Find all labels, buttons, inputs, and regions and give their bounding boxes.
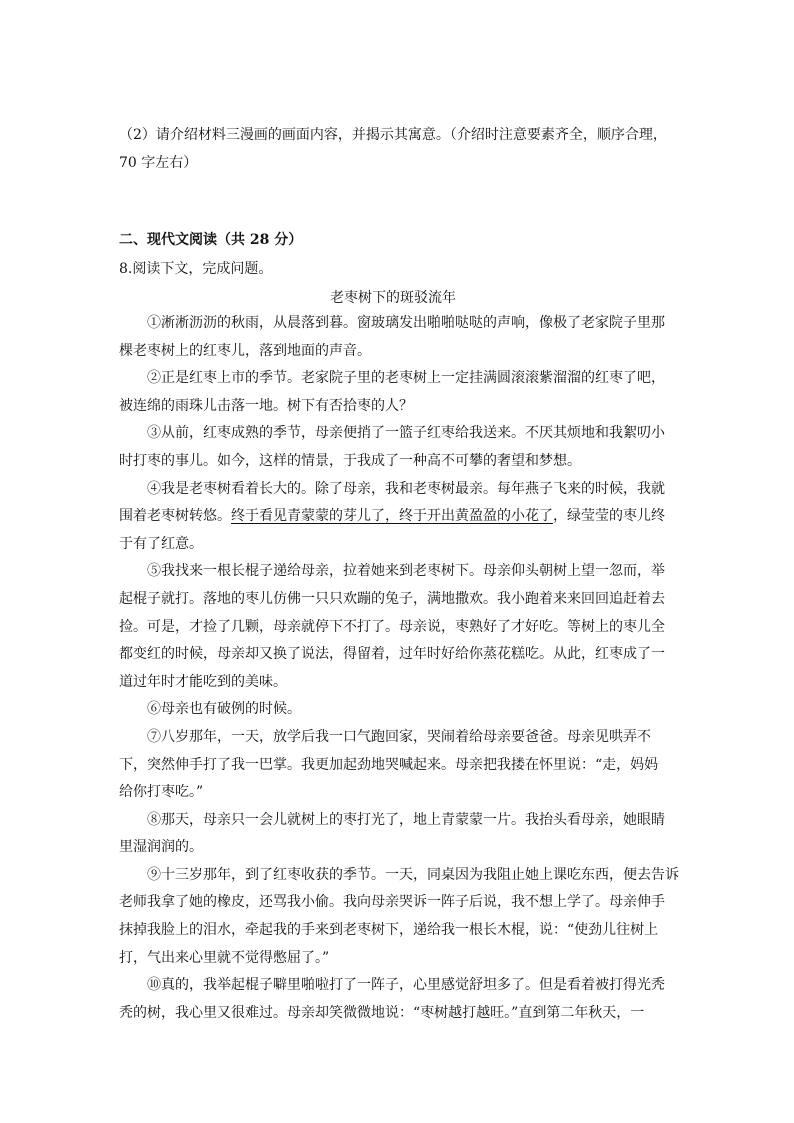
paragraph-line: 都变红的时候，母亲却又换了说法，得留着，过年时好给你蒸花糕吃。从此，红枣成了一 [119, 646, 665, 663]
paragraph-line: 起棍子就打。落地的枣儿仿佛一只只欢蹦的兔子，满地撒欢。我小跑着来来回回追赶着去 [119, 590, 665, 607]
plain-text: ，绿莹莹的枣儿终 [553, 508, 665, 525]
paragraph-line: 给你打枣吃。” [119, 784, 204, 801]
paragraph-line: 抹掉我脸上的泪水，牵起我的手来到老枣树下，递给我一根长木棍，说：“使劲儿往树上 [119, 922, 659, 939]
paragraph-line: ④我是老枣树看着长大的。除了母亲，我和老枣树最亲。每年燕子飞来的时候，我就 [147, 480, 665, 497]
paragraph-line: 老师我拿了她的橡皮，还骂我小偷。我向母亲哭诉一阵子后说，我不想上学了。母亲伸手 [119, 894, 665, 911]
reading-instruction: 8.阅读下文，完成问题。 [119, 261, 273, 277]
paragraph-line: 秃的树，我心里又很难过。母亲却笑微微地说：“枣树越打越旺。”直到第二年秋天，一 [119, 1004, 645, 1021]
question-2-line-1: （2）请介绍材料三漫画的画面内容，并揭示其寓意。（介绍时注意要素齐全，顺序合理， [119, 127, 667, 143]
paragraph-line: ⑧那天，母亲只一会儿就树上的枣打光了，地上青蒙蒙一片。我抬头看母亲，她眼睛 [147, 811, 665, 828]
paragraph-line: ③从前，红枣成熟的季节，母亲便捎了一篮子红枣给我送来。不厌其烦地和我絮叨小 [147, 425, 665, 442]
underlined-sentence: 终于看见青蒙蒙的芽儿了，终于开出黄盈盈的小花了 [231, 508, 553, 525]
plain-text: 围着老枣树转悠。 [119, 508, 231, 525]
paragraph-line: ⑨十三岁那年，到了红枣收获的季节。一天，同桌因为我阻止她上课吃东西，便去告诉 [147, 866, 679, 883]
paragraph-line: ⑩真的，我举起棍子噼里啪啦打了一阵子，心里感觉舒坦多了。但是看着被打得光秃 [147, 977, 665, 994]
question-2 [119, 121, 679, 177]
question-2-line-2: 70 字左右） [119, 155, 198, 171]
article-body [119, 310, 679, 1027]
paragraph-line: 下，突然伸手打了我一巴掌。我更加起劲地哭喊起来。母亲把我搂在怀里说：“走，妈妈 [119, 756, 659, 773]
paragraph-line: 棵老枣树上的红枣儿，落到地面的声音。 [119, 342, 371, 359]
paragraph-line: ②正是红枣上市的季节。老家院子里的老枣树上一定挂满圆滚滚紫溜溜的红枣了吧， [147, 370, 665, 387]
paragraph-line: 道过年时才能吃到的美味。 [119, 673, 287, 690]
paragraph-line: ⑤我找来一根长棍子递给母亲，拉着她来到老枣树下。母亲仰头朝树上望一忽而，举 [147, 563, 665, 580]
paragraph-line: ⑦八岁那年，一天，放学后我一口气跑回家，哭闹着给母亲要爸爸。母亲见哄弄不 [147, 728, 651, 745]
paragraph-line: ⑥母亲也有破例的时候。 [147, 701, 301, 718]
paragraph-line-with-underline [119, 503, 679, 531]
paragraph-line: 被连绵的雨珠儿击落一地。树下有否拾枣的人？ [119, 397, 413, 414]
paragraph-line: 捡。可是，才捡了几颗，母亲就停下不打了。母亲说，枣熟好了才好吃。等树上的枣儿全 [119, 618, 665, 635]
paragraph-line: 打，气出来心里就不觉得憋屈了。” [119, 949, 330, 966]
paragraph-line: 于有了红意。 [119, 535, 203, 552]
article-title: 老枣树下的斑驳流年 [330, 290, 456, 306]
section-heading: 二、现代文阅读（共 28 分） [119, 232, 303, 248]
paragraph-line: 时打枣的事儿。如今，这样的情景，于我成了一种高不可攀的奢望和梦想。 [119, 452, 581, 469]
paragraph-line: 里湿润润的。 [119, 839, 203, 856]
paragraph-line: ①淅淅沥沥的秋雨，从晨落到暮。窗玻璃发出啪啪哒哒的声响，像极了老家院子里那 [147, 315, 665, 331]
